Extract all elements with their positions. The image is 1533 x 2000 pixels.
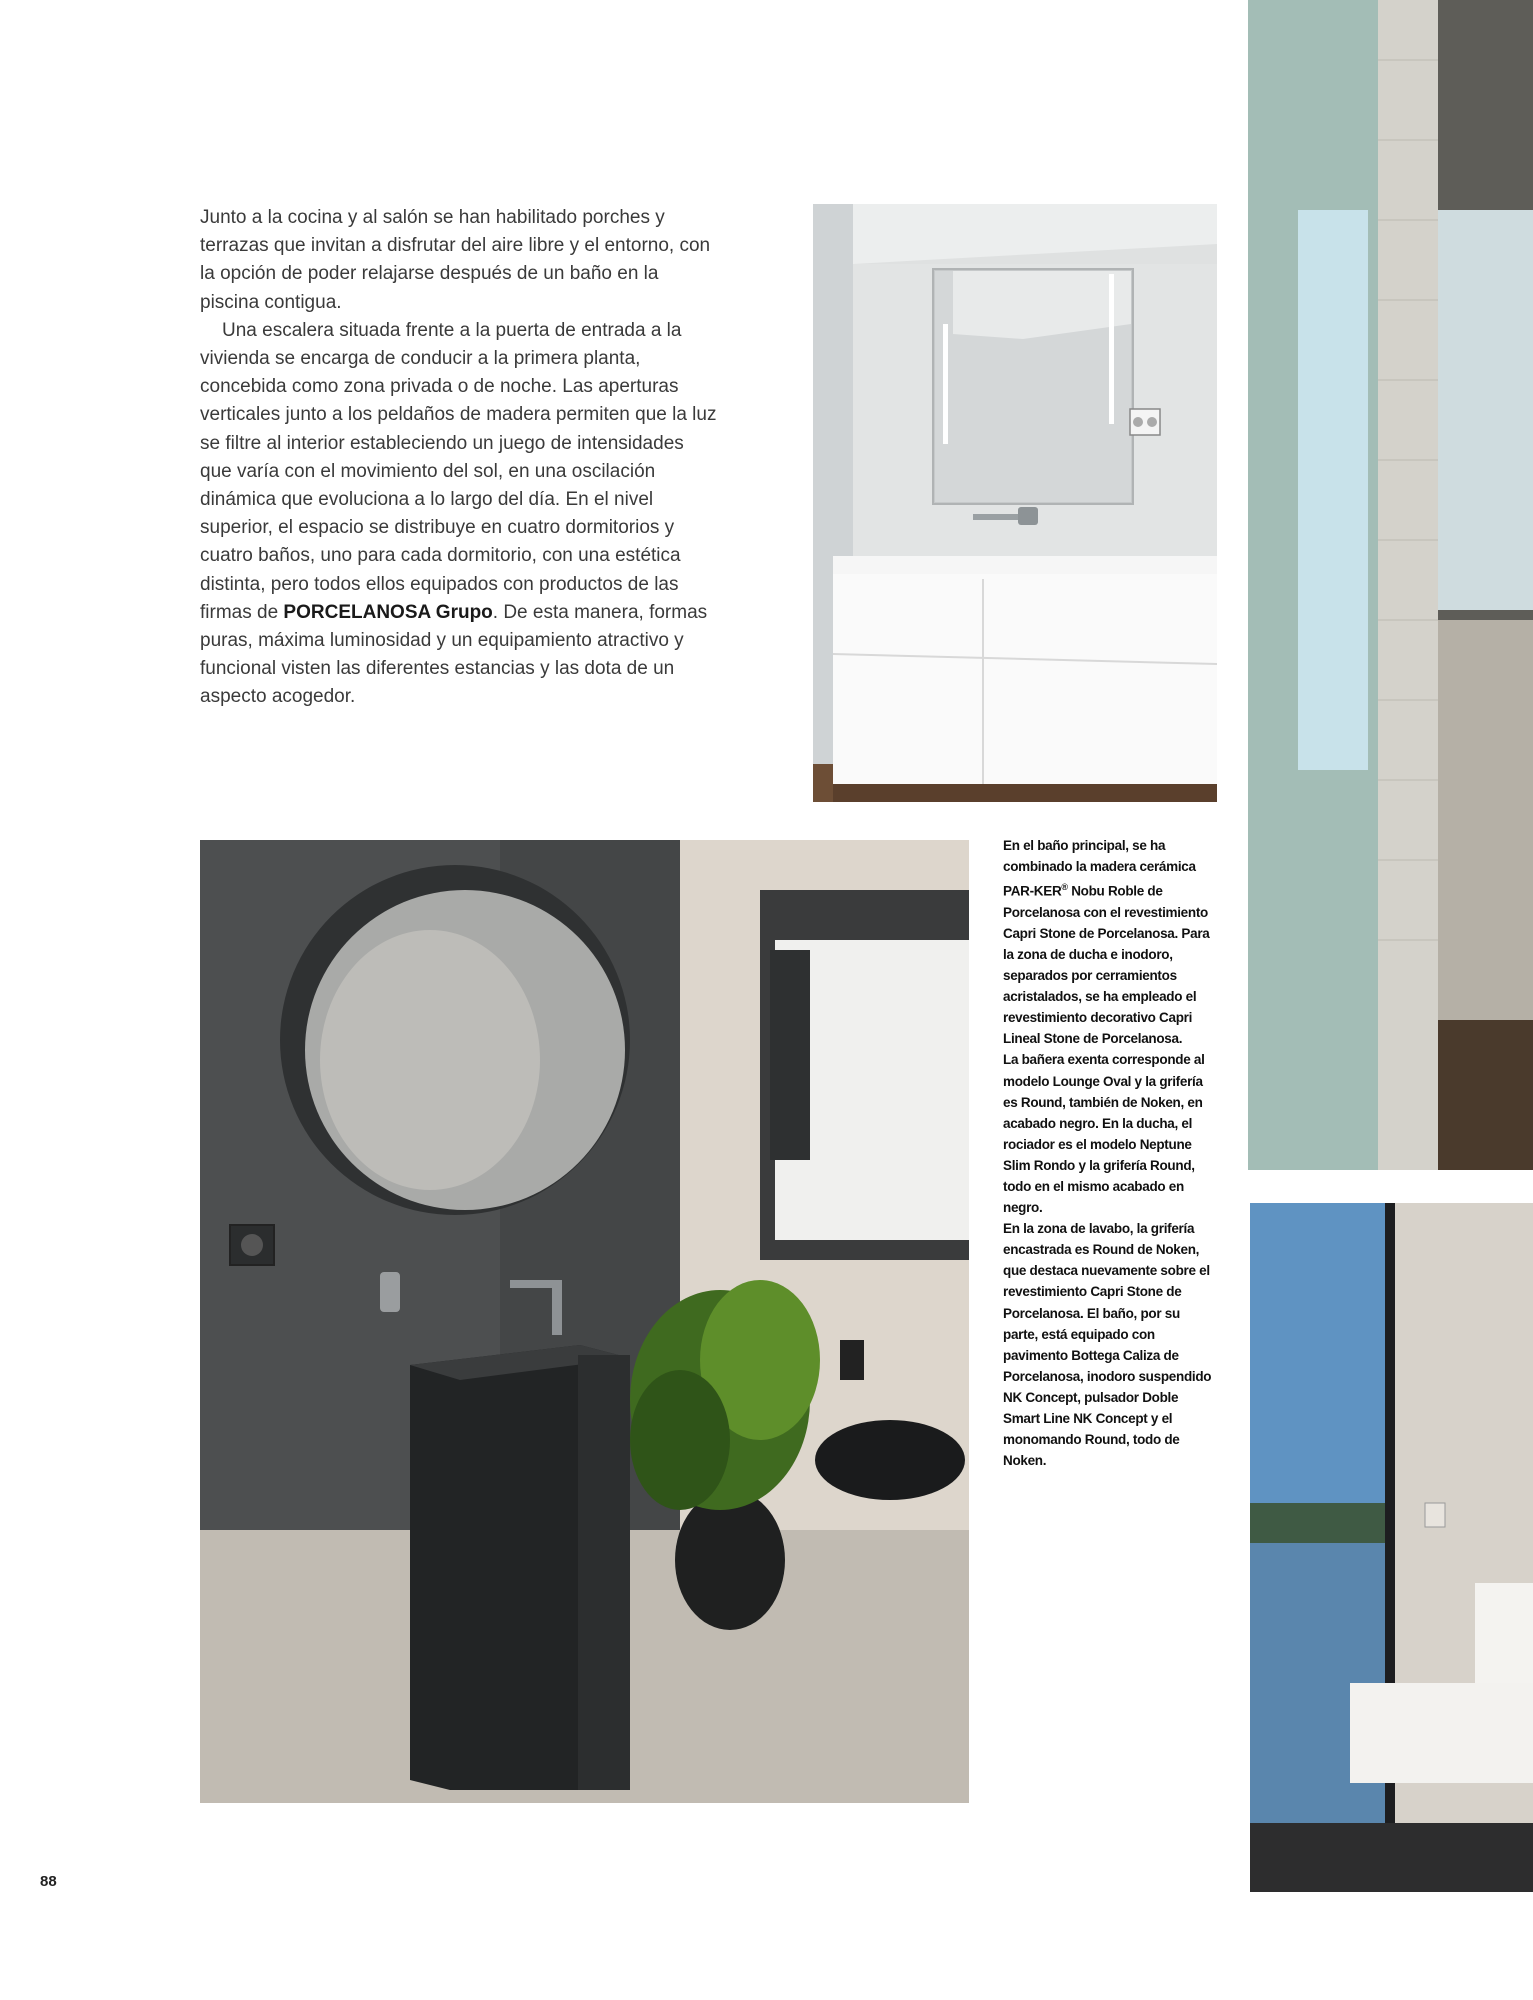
caption-text-1b: Nobu Roble de Porcelanosa con el revestimiento Capri Stone de Porcelanosa. Para la zona de ducha e inodoro, separados por cerramientos acristalados, se ha empleado el revestimiento decorativo Capri Lineal Stone de Porcelanosa. — [1003, 883, 1210, 1047]
page-number: 88 — [40, 1873, 57, 1890]
caption-paragraph-2: La bañera exenta corresponde al modelo Lounge Oval y la grifería es Round, también de Noken, en acabado negro. En la ducha, el rociador es el modelo Neptune Slim Rondo y la grifería Round, todo en el mismo acabado en negro. — [1003, 1052, 1205, 1216]
photo-bathroom-window — [1250, 1203, 1533, 1892]
caption-paragraph-1 — [1003, 835, 1213, 1049]
registered-mark: ® — [1061, 882, 1068, 893]
brand-name: PORCELANOSA Grupo — [283, 601, 493, 623]
paragraph-2-end: . De esta manera, formas puras, máxima luminosidad y un equipamiento atractivo y funcional visten las diferentes estancias y las dota de un aspecto acogedor. — [200, 601, 708, 708]
photo-black-sink — [200, 840, 969, 1803]
paragraph-2-text: Una escalera situada frente a la puerta de entrada a la vivienda se encarga de conducir a la primera planta, concebida como zona privada o de noche. Las aperturas verticales junto a los peldaños de madera permiten que la luz se filtre al interior estableciendo un juego de intensidades que varía con el movimiento del sol, en una oscilación dinámica que evoluciona a lo largo del día. En el nivel superior, el espacio se distribuye en cuatro dormitorios y cuatro baños, uno para cada dormitorio, con una estética distinta, pero todos ellos equipados con productos de las firmas de — [200, 319, 717, 623]
article-body — [200, 204, 720, 712]
caption-paragraph-3: En la zona de lavabo, la grifería encastrada es Round de Noken, que destaca nuevamente sobre el revestimiento Capri Stone de Porcelanosa. El baño, por su parte, está equipado con pavimento Bottega Caliza de Porcelanosa, inodoro suspendido NK Concept, pulsador Doble Smart Line NK Concept y el monomando Round, todo de Noken. — [1003, 1221, 1212, 1469]
paragraph-2 — [200, 317, 720, 712]
photo-white-vanity — [813, 204, 1217, 802]
photo-shower-glass — [1248, 0, 1533, 1170]
paragraph-1: Junto a la cocina y al salón se han habilitado porches y terrazas que invitan a disfrutar del aire libre y el entorno, con la opción de poder relajarse después de un baño en la piscina contigua. — [200, 207, 711, 313]
caption-text-1a: En el baño principal, se ha combinado la madera cerámica PAR-KER — [1003, 838, 1196, 899]
photo-caption — [1003, 835, 1213, 1471]
